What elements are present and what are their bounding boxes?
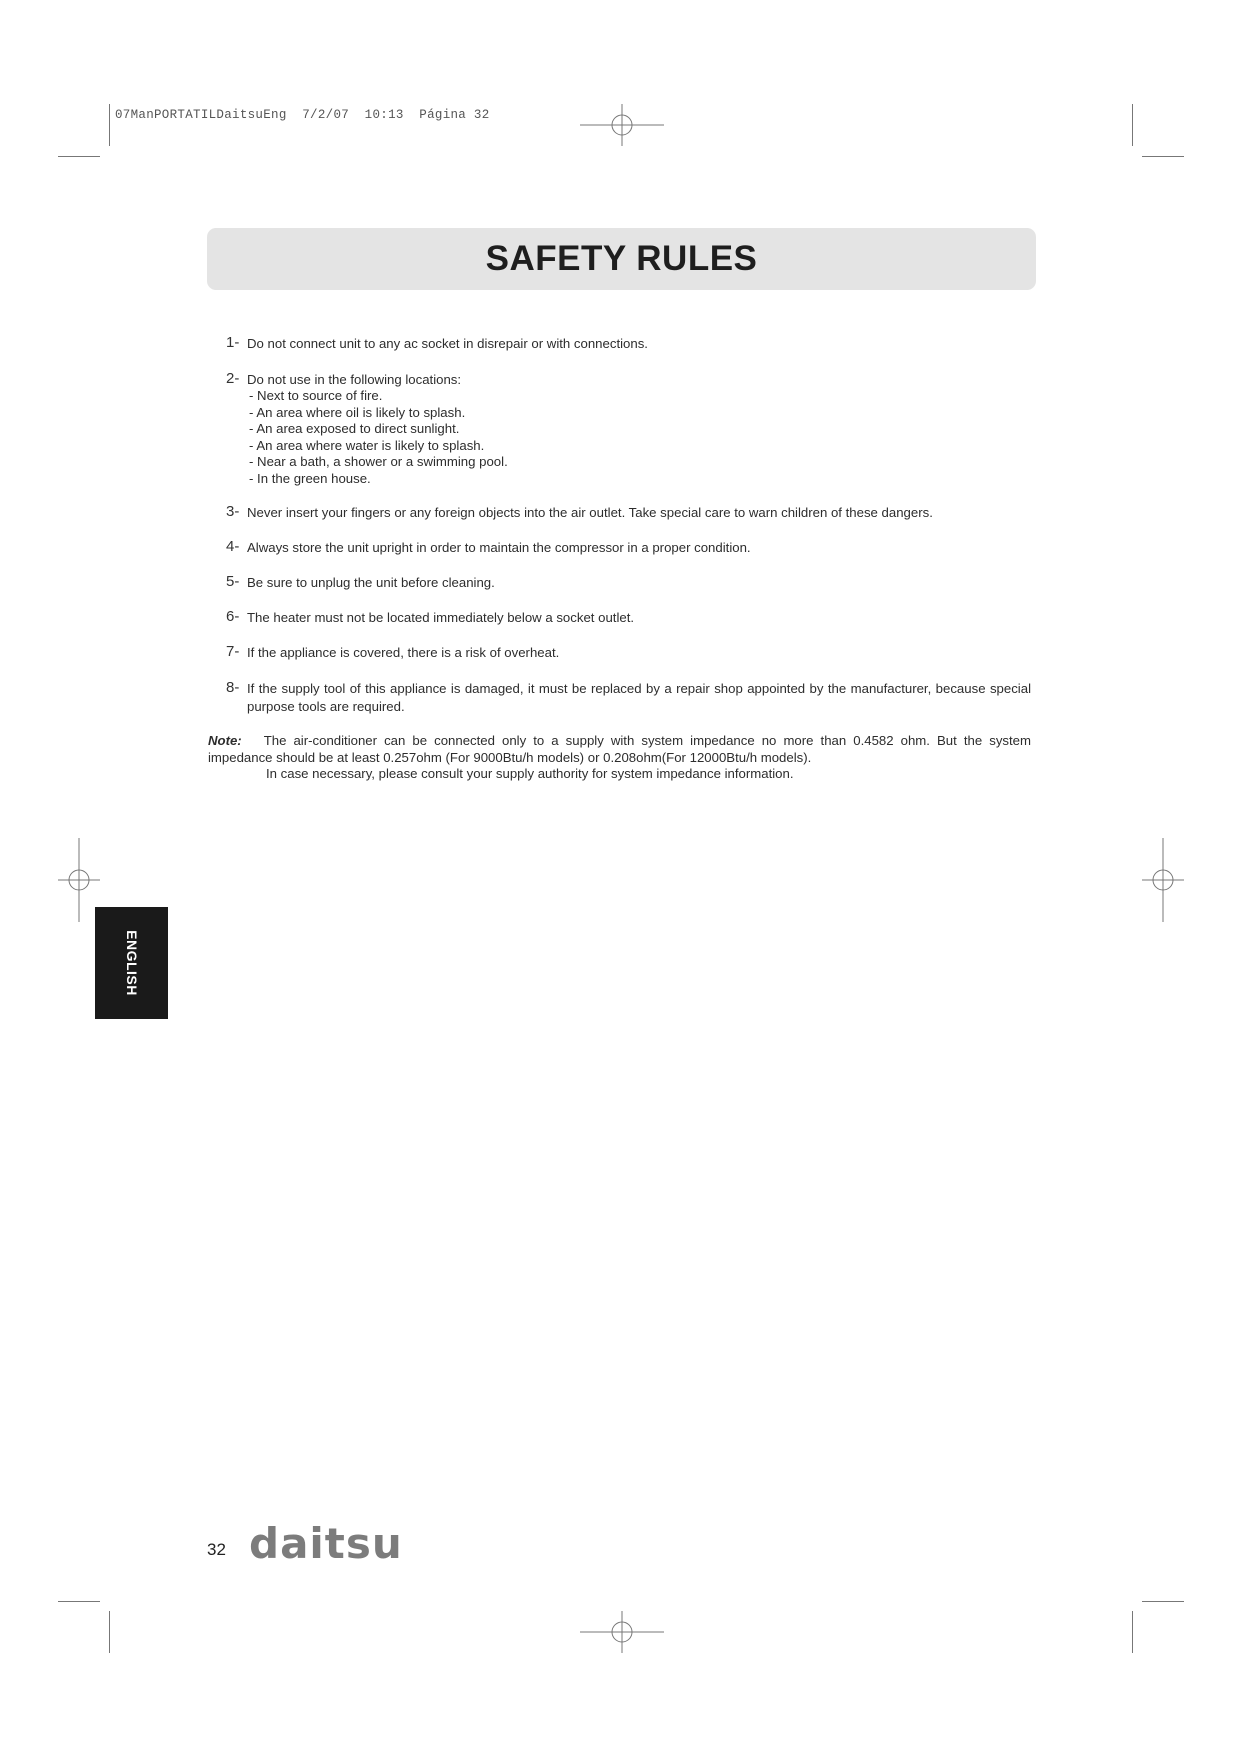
rule-number: 4- [226, 538, 240, 555]
slug-date: 7/2/07 [302, 108, 350, 122]
rule-sub-item: - Next to source of fire. [249, 388, 383, 403]
rule-4 [226, 539, 1031, 556]
note-text: The air-conditioner can be connected only to a supply with system impedance no more than 0.4582 ohm. But the system impedance should be at least 0.257ohm (For 9000Btu/h models) or 0.208ohm(For 12000Btu/h models). [208, 733, 1031, 765]
registration-mark-top-icon [580, 104, 664, 146]
page-title-bar [207, 228, 1036, 290]
note-label: Note: [208, 733, 242, 748]
rule-number: 3- [226, 503, 240, 520]
registration-mark-right-icon [1142, 838, 1184, 922]
slug-file: 07ManPORTATILDaitsuEng [115, 108, 287, 122]
brand-logo: daitsu [249, 1519, 403, 1568]
rule-6 [226, 609, 1031, 626]
rule-3 [226, 504, 1031, 521]
rule-text: Always store the unit upright in order to maintain the compressor in a proper condition. [247, 540, 751, 555]
rule-1 [226, 335, 1031, 352]
crop-mark-top-left-h [58, 156, 100, 157]
crop-mark-bottom-right-v [1132, 1611, 1133, 1653]
rule-text: The heater must not be located immediately below a socket outlet. [247, 610, 635, 625]
slug-time: 10:13 [364, 108, 404, 122]
slug-page: Página 32 [419, 108, 490, 122]
rule-sub-item: - An area where oil is likely to splash. [249, 404, 466, 420]
rule-text: If the supply tool of this appliance is damaged, it must be replaced by a repair shop appointed by the manufacturer, because special purpose tools are required. [247, 681, 1031, 714]
note-block [208, 733, 1031, 783]
rule-sub-item: - Near a bath, a shower or a swimming pool. [249, 454, 508, 469]
crop-mark-bottom-left-v [109, 1611, 110, 1653]
registration-mark-left-icon [58, 838, 100, 922]
crop-mark-top-right-h [1142, 156, 1184, 157]
rule-number: 8- [226, 679, 240, 696]
crop-mark-bottom-right-h [1142, 1601, 1184, 1602]
crop-mark-top-left-v [109, 104, 110, 146]
rule-number: 2- [226, 370, 240, 387]
print-slug [115, 108, 490, 122]
safety-rules-list [226, 335, 1031, 716]
rule-text: Be sure to unplug the unit before cleaning. [247, 575, 495, 590]
rule-text: If the appliance is covered, there is a risk of overheat. [247, 645, 560, 660]
rule-number: 1- [226, 334, 240, 351]
rule-sub-item: - An area exposed to direct sunlight. [249, 421, 460, 436]
registration-mark-bottom-icon [580, 1611, 664, 1653]
crop-mark-bottom-left-h [58, 1601, 100, 1602]
rule-number: 7- [226, 643, 240, 660]
rule-sub-item: - An area where water is likely to splash. [249, 437, 485, 453]
page-number: 32 [207, 1540, 226, 1559]
rule-number: 5- [226, 573, 240, 590]
crop-mark-top-right-v [1132, 104, 1133, 146]
rule-8 [226, 680, 1031, 716]
language-tab-label: ENGLISH [123, 930, 140, 996]
page-title: SAFETY RULES [485, 239, 758, 278]
note-text-2: In case necessary, please consult your supply authority for system impedance information. [266, 766, 794, 781]
rule-7 [226, 644, 1031, 661]
rule-sub-item: - In the green house. [249, 470, 371, 486]
rule-text: Never insert your fingers or any foreign objects into the air outlet. Take special care to warn children of these dangers. [247, 505, 933, 520]
rule-5 [226, 574, 1031, 591]
rule-text: Do not connect unit to any ac socket in disrepair or with connections. [247, 336, 648, 351]
rule-text: Do not use in the following locations: [247, 372, 462, 387]
language-tab [95, 907, 168, 1019]
rule-2 [226, 371, 1031, 487]
rule-number: 6- [226, 608, 240, 625]
